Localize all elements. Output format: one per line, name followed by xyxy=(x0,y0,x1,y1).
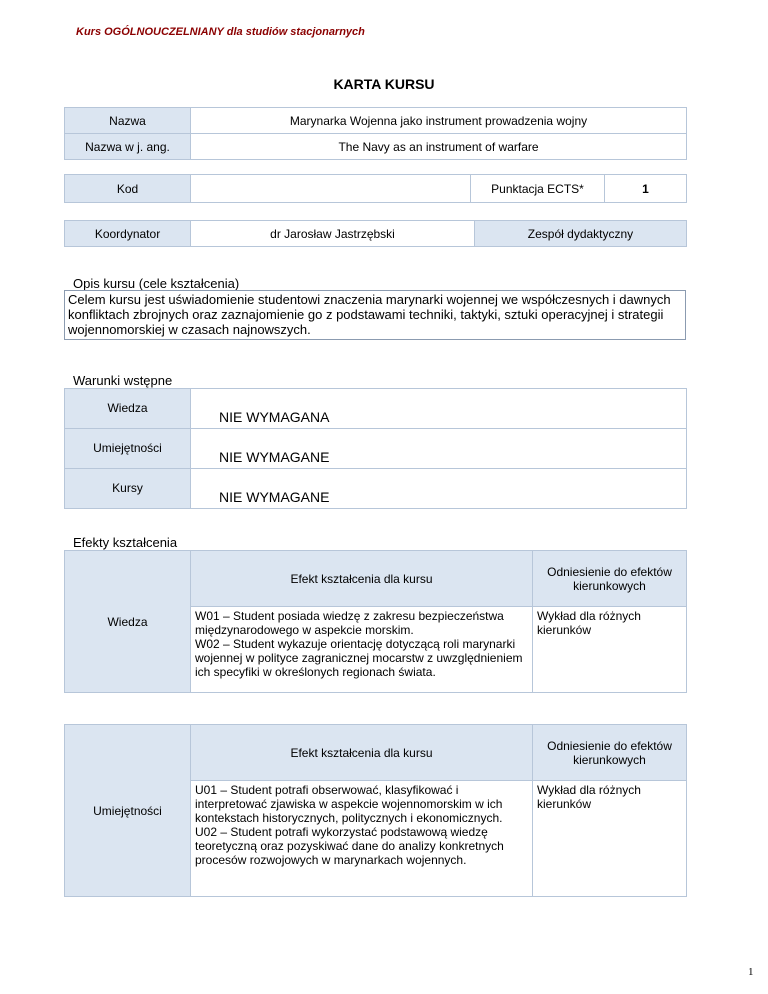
skills-label: Umiejętności xyxy=(65,725,191,897)
name-en-value: The Navy as an instrument of warfare xyxy=(191,134,687,160)
prereq-skills-label: Umiejętności xyxy=(65,429,191,469)
code-label: Kod xyxy=(65,175,191,203)
knowledge-label: Wiedza xyxy=(65,551,191,693)
knowledge-outcomes-table xyxy=(64,550,687,693)
prereq-courses-label: Kursy xyxy=(65,469,191,509)
coordinator-label: Koordynator xyxy=(65,221,191,247)
skills-outcomes-cell xyxy=(191,781,533,897)
name-label: Nazwa xyxy=(65,108,191,134)
ects-value: 1 xyxy=(605,175,687,203)
prereq-knowledge-label: Wiedza xyxy=(65,389,191,429)
description-text: Celem kursu jest uświadomienie studentowi znaczenia marynarki wojennej we współczesnych i dawnych konfliktach zbrojnych oraz zaznajomienie go z podstawami techniki, taktyki, sztuki operacyjnej i strategii wojennomorskiej w czasach najnowszych. xyxy=(64,290,686,340)
name-en-label: Nazwa w j. ang. xyxy=(65,134,191,160)
knowledge-reference: Wykład dla różnych kierunków xyxy=(533,607,687,693)
coordinator-value: dr Jarosław Jastrzębski xyxy=(191,221,475,247)
skills-outcomes-table xyxy=(64,724,687,897)
skills-reference: Wykład dla różnych kierunków xyxy=(533,781,687,897)
coordinator-table xyxy=(64,220,687,247)
outcome-u02: U02 – Student potrafi wykorzystać podstawową wiedzę teoretyczną oraz pozyskiwać dane do analizy konkretnych procesów rozwojowych w marynarkach wojennych. xyxy=(195,825,504,867)
prereq-skills-value: NIE WYMAGANE xyxy=(191,429,687,469)
skills-col-reference: Odniesienie do efektów kierunkowych xyxy=(533,725,687,781)
course-name-table xyxy=(64,107,687,160)
outcome-u01: U01 – Student potrafi obserwować, klasyfikować i interpretować zjawiska w aspekcie wojennomorskim w ich kontekstach historycznych, politycznych i ekonomicznych. xyxy=(195,783,503,825)
name-value: Marynarka Wojenna jako instrument prowadzenia wojny xyxy=(191,108,687,134)
prerequisites-table xyxy=(64,388,687,509)
course-type-header: Kurs OGÓLNOUCZELNIANY dla studiów stacjonarnych xyxy=(76,26,365,38)
knowledge-col-reference: Odniesienie do efektów kierunkowych xyxy=(533,551,687,607)
code-value xyxy=(191,175,471,203)
prerequisites-heading: Warunki wstępne xyxy=(73,373,173,388)
page-title: KARTA KURSU xyxy=(333,76,435,92)
outcome-w02: W02 – Student wykazuje orientację dotyczącą roli marynarki wojennej w polityce zagranicznej mocarstw z uwzględnieniem ich specyfiki w określonych regionach świata. xyxy=(195,637,523,679)
outcome-w01: W01 – Student posiada wiedzę z zakresu bezpieczeństwa międzynarodowego w aspekcie morskim. xyxy=(195,609,504,637)
description-heading: Opis kursu (cele kształcenia) xyxy=(73,276,240,291)
ects-label: Punktacja ECTS* xyxy=(471,175,605,203)
page-number: 1 xyxy=(748,966,754,978)
prereq-knowledge-value: NIE WYMAGANA xyxy=(191,389,687,429)
knowledge-outcomes-cell xyxy=(191,607,533,693)
knowledge-col-effect: Efekt kształcenia dla kursu xyxy=(191,551,533,607)
team-label: Zespół dydaktyczny xyxy=(475,221,687,247)
outcomes-heading: Efekty kształcenia xyxy=(73,535,178,550)
skills-col-effect: Efekt kształcenia dla kursu xyxy=(191,725,533,781)
prereq-courses-value: NIE WYMAGANE xyxy=(191,469,687,509)
code-ects-table xyxy=(64,174,687,203)
